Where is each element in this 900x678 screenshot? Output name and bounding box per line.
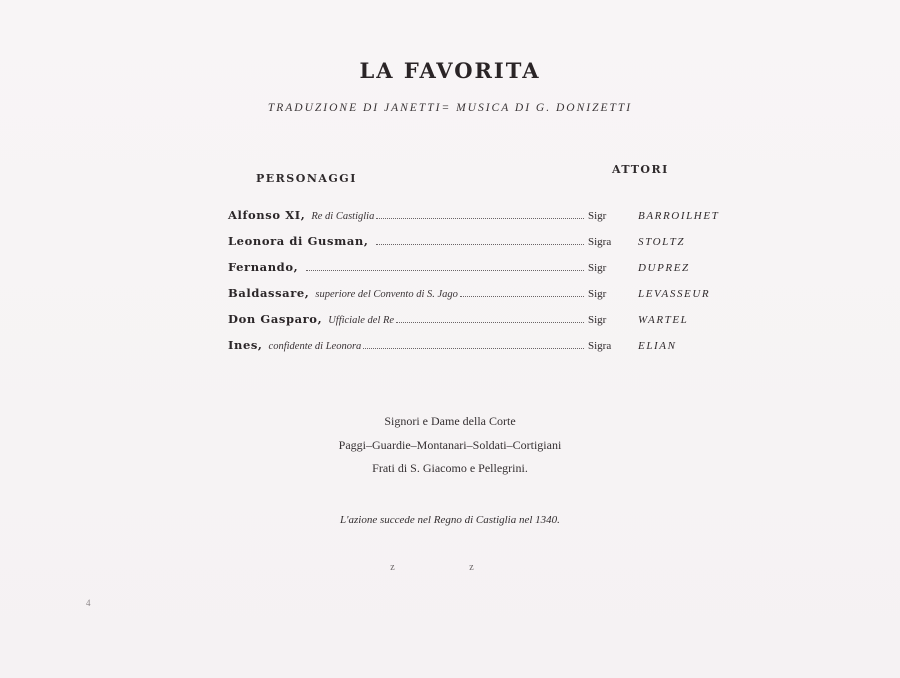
dot-leader [363,348,584,349]
setting-note: L'azione succede nel Regno di Castiglia nel 1340. [340,514,560,526]
opera-subtitle: TRADUZIONE DI JANETTI= MUSICA DI G. DONIZETTI [267,102,633,114]
dot-leader [396,322,584,323]
cast-row [228,234,748,260]
character-name: Baldassare, [228,286,310,300]
actor-title: Sigr [588,314,607,326]
cast-row [228,338,748,364]
actor-name: STOLTZ [638,236,686,248]
actor-name: ELIAN [638,340,677,352]
actor-title: Sigra [588,340,612,352]
actors-heading: ATTORI [612,163,669,176]
character-description: confidente di Leonora [268,341,362,352]
character-name: Don Gasparo, [228,312,323,326]
character-description: superiore del Convento di S. Jago [315,289,458,300]
actor-name: LEVASSEUR [638,288,711,300]
cast-list [228,208,748,364]
chorus-line-nobles: Signori e Dame della Corte [384,414,516,428]
actor-name: WARTEL [638,314,689,326]
actor-title: Sigr [588,262,607,274]
characters-heading: PERSONAGGI [256,172,357,185]
actor-title: Sigra [588,236,612,248]
character-description: Re di Castiglia [311,211,375,222]
page-number: 4 [86,598,91,608]
cast-row [228,260,748,286]
opera-title: LA FAVORITA [359,58,541,83]
cast-row [228,312,748,338]
printer-marks: z z [390,562,510,573]
dot-leader [306,270,584,271]
actor-title: Sigr [588,210,607,222]
cast-row [228,208,748,234]
character-name: Fernando, [228,260,299,274]
chorus-line-friars: Frati di S. Giacomo e Pellegrini. [372,461,528,475]
actor-name: DUPREZ [638,262,690,274]
cast-row [228,286,748,312]
character-description: Ufficiale del Re [328,315,395,326]
actor-name: BARROILHET [638,210,720,222]
dot-leader [460,296,584,297]
dot-leader [376,218,584,219]
dot-leader [376,244,584,245]
character-name: Ines, [228,338,263,352]
character-name: Leonora di Gusman, [228,234,369,248]
character-name: Alfonso XI, [228,208,306,222]
actor-title: Sigr [588,288,607,300]
chorus-line-pages: Paggi–Guardie–Montanari–Soldati–Cortigiani [338,438,562,452]
